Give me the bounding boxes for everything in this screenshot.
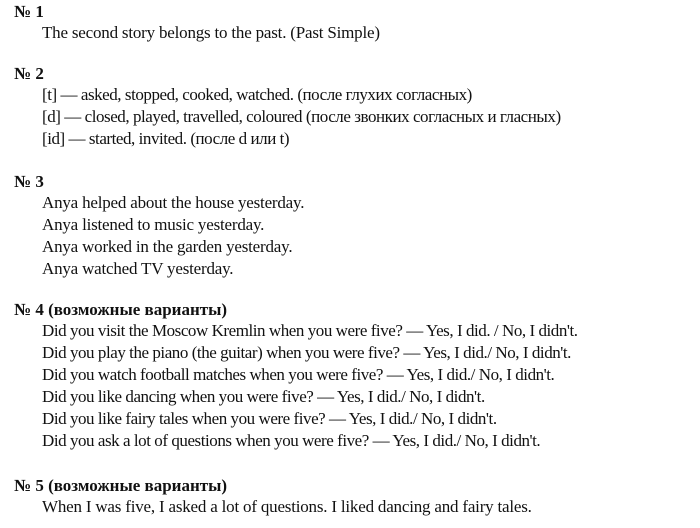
answer-line: Anya watched TV yesterday. <box>42 259 234 278</box>
answer-line: [t] — asked, stopped, cooked, watched. (после глухих согласных) <box>42 85 472 104</box>
answer-line: Did you like fairy tales when you were five? — Yes, I did./ No, I didn't. <box>42 409 497 428</box>
exercise-heading: № 2 <box>14 64 44 83</box>
answer-line: Did you like dancing when you were five? — Yes, I did./ No, I didn't. <box>42 387 485 406</box>
exercise-1 <box>14 2 694 44</box>
exercise-5 <box>14 476 694 518</box>
answer-line: [d] — closed, played, travelled, coloured (после звонких согласных и гласных) <box>42 107 561 126</box>
answer-line: Did you watch football matches when you were five? — Yes, I did./ No, I didn't. <box>42 365 555 384</box>
answer-line: The second story belongs to the past. (Past Simple) <box>42 23 380 42</box>
exercise-heading: № 4 (возможные варианты) <box>14 300 228 319</box>
answer-line: Did you play the piano (the guitar) when you were five? — Yes, I did./ No, I didn't. <box>42 343 571 362</box>
answer-line: Anya worked in the garden yesterday. <box>42 237 293 256</box>
answer-line: [id] — started, invited. (после d или t) <box>42 129 290 148</box>
exercise-heading: № 5 (возможные варианты) <box>14 476 228 495</box>
answer-line: Did you ask a lot of questions when you were five? — Yes, I did./ No, I didn't. <box>42 431 541 450</box>
answer-line: Anya listened to music yesterday. <box>42 215 265 234</box>
exercise-4 <box>14 300 694 452</box>
answer-line: Did you visit the Moscow Kremlin when you were five? — Yes, I did. / No, I didn't. <box>42 321 578 340</box>
exercise-3 <box>14 172 694 280</box>
exercise-heading: № 1 <box>14 2 44 21</box>
answer-line: When I was five, I asked a lot of questions. I liked dancing and fairy tales. <box>42 497 532 516</box>
exercise-heading: № 3 <box>14 172 44 191</box>
exercise-2 <box>14 64 694 150</box>
answer-line: Anya helped about the house yesterday. <box>42 193 305 212</box>
